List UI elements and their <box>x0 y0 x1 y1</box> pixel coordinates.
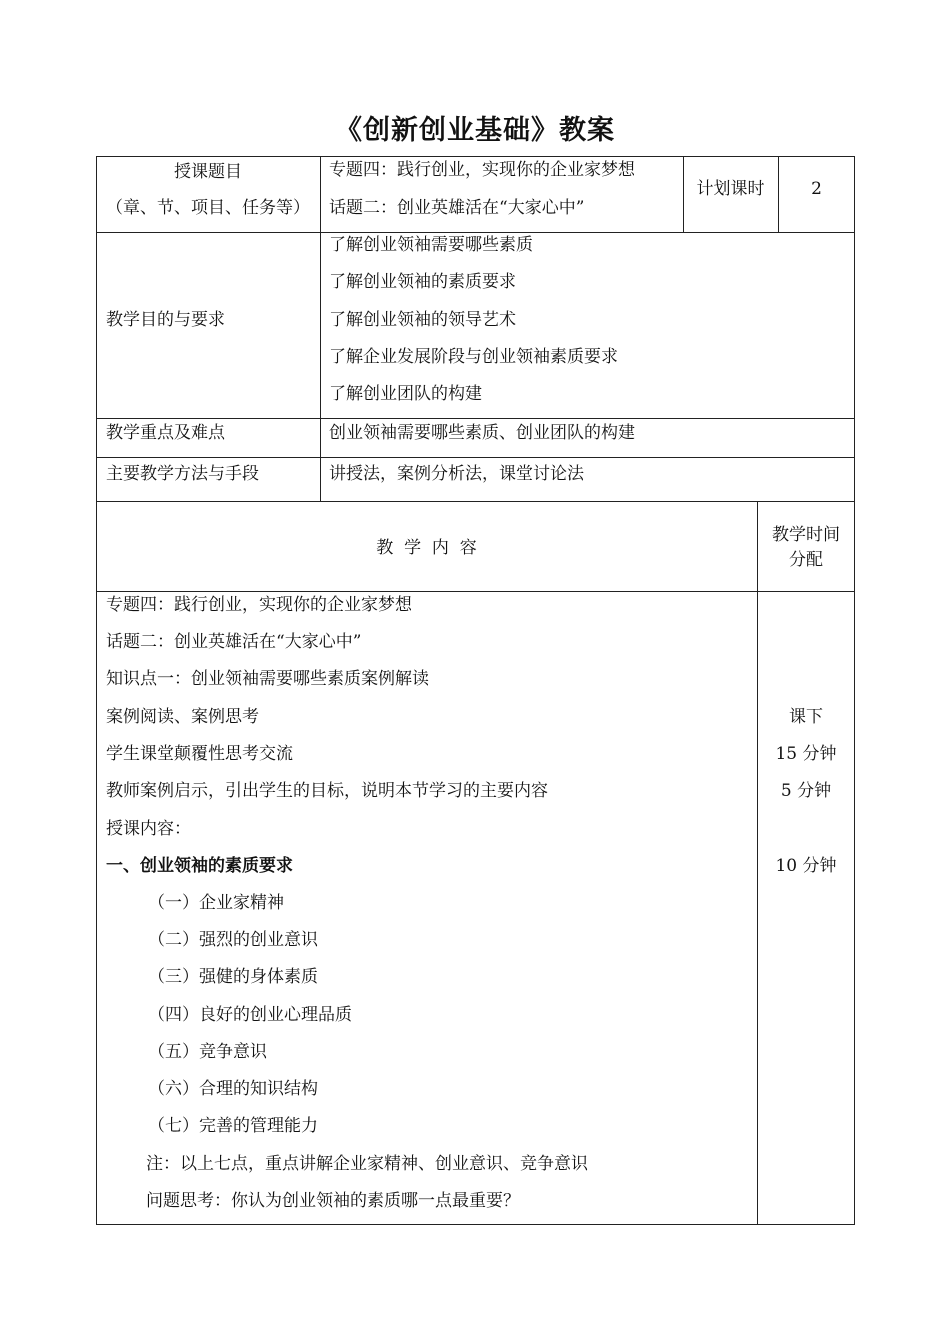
content-header: 教 学 内 容 <box>376 538 477 558</box>
row-divider <box>96 591 855 592</box>
objective-item: 了解企业发展阶段与创业领袖素质要求 <box>329 347 618 367</box>
content-line: 教师案例启示，引出学生的目标，说明本节学习的主要内容 <box>106 781 548 801</box>
content-subitem: （一）企业家精神 <box>148 893 284 913</box>
planned-hours-label: 计划课时 <box>696 179 765 199</box>
content-line: 授课内容： <box>106 819 191 839</box>
planned-hours-value: 2 <box>811 179 822 199</box>
row-divider <box>96 232 855 233</box>
content-line: 专题四：践行创业，实现你的企业家梦想 <box>106 595 412 615</box>
content-note: 注：以上七点，重点讲解企业家精神、创业意识、竞争意识 <box>146 1154 588 1174</box>
objectives-label: 教学目的与要求 <box>106 310 225 330</box>
key-points-label: 教学重点及难点 <box>106 423 225 443</box>
content-question: 问题思考：你认为创业领袖的素质哪一点最重要？ <box>146 1191 520 1211</box>
key-points-value: 创业领袖需要哪些素质、创业团队的构建 <box>329 423 635 443</box>
content-line: 案例阅读、案例思考 <box>106 707 259 727</box>
objective-item: 了解创业领袖需要哪些素质 <box>329 235 533 255</box>
content-subitem: （五）竞争意识 <box>148 1042 267 1062</box>
content-subitem: （七）完善的管理能力 <box>148 1116 318 1136</box>
time-allocation: 15 分钟 <box>775 744 837 764</box>
content-subitem: （四）良好的创业心理品质 <box>148 1005 352 1025</box>
content-line: 学生课堂颠覆性思考交流 <box>106 744 293 764</box>
topic-line-2: 话题二：创业英雄活在“大家心中” <box>329 198 585 218</box>
content-subitem: （三）强健的身体素质 <box>148 967 318 987</box>
time-allocation: 5 分钟 <box>780 781 832 801</box>
content-line: 知识点一：创业领袖需要哪些素质案例解读 <box>106 669 429 689</box>
column-divider <box>320 156 321 501</box>
content-section-heading: 一、创业领袖的素质要求 <box>106 856 293 876</box>
time-header: 教学时间 <box>772 525 840 545</box>
time-allocation: 课下 <box>789 707 823 727</box>
time-header-sub: 分配 <box>789 550 823 570</box>
content-line: 话题二：创业英雄活在“大家心中” <box>106 632 362 652</box>
row-divider <box>96 418 855 419</box>
time-allocation: 10 分钟 <box>775 856 837 876</box>
methods-value: 讲授法，案例分析法，课堂讨论法 <box>329 464 584 484</box>
document-title: 《创新创业基础》教案 <box>335 115 615 146</box>
row-divider <box>96 501 855 502</box>
topic-label: 授课题目 <box>174 162 242 182</box>
objective-item: 了解创业团队的构建 <box>329 384 482 404</box>
methods-label: 主要教学方法与手段 <box>106 464 259 484</box>
content-subitem: （二）强烈的创业意识 <box>148 930 318 950</box>
objective-item: 了解创业领袖的素质要求 <box>329 272 516 292</box>
topic-label-sub: （章、节、项目、任务等） <box>106 198 310 218</box>
objective-item: 了解创业领袖的领导艺术 <box>329 310 516 330</box>
row-divider <box>96 457 855 458</box>
content-subitem: （六）合理的知识结构 <box>148 1079 318 1099</box>
topic-line-1: 专题四：践行创业，实现你的企业家梦想 <box>329 160 635 180</box>
